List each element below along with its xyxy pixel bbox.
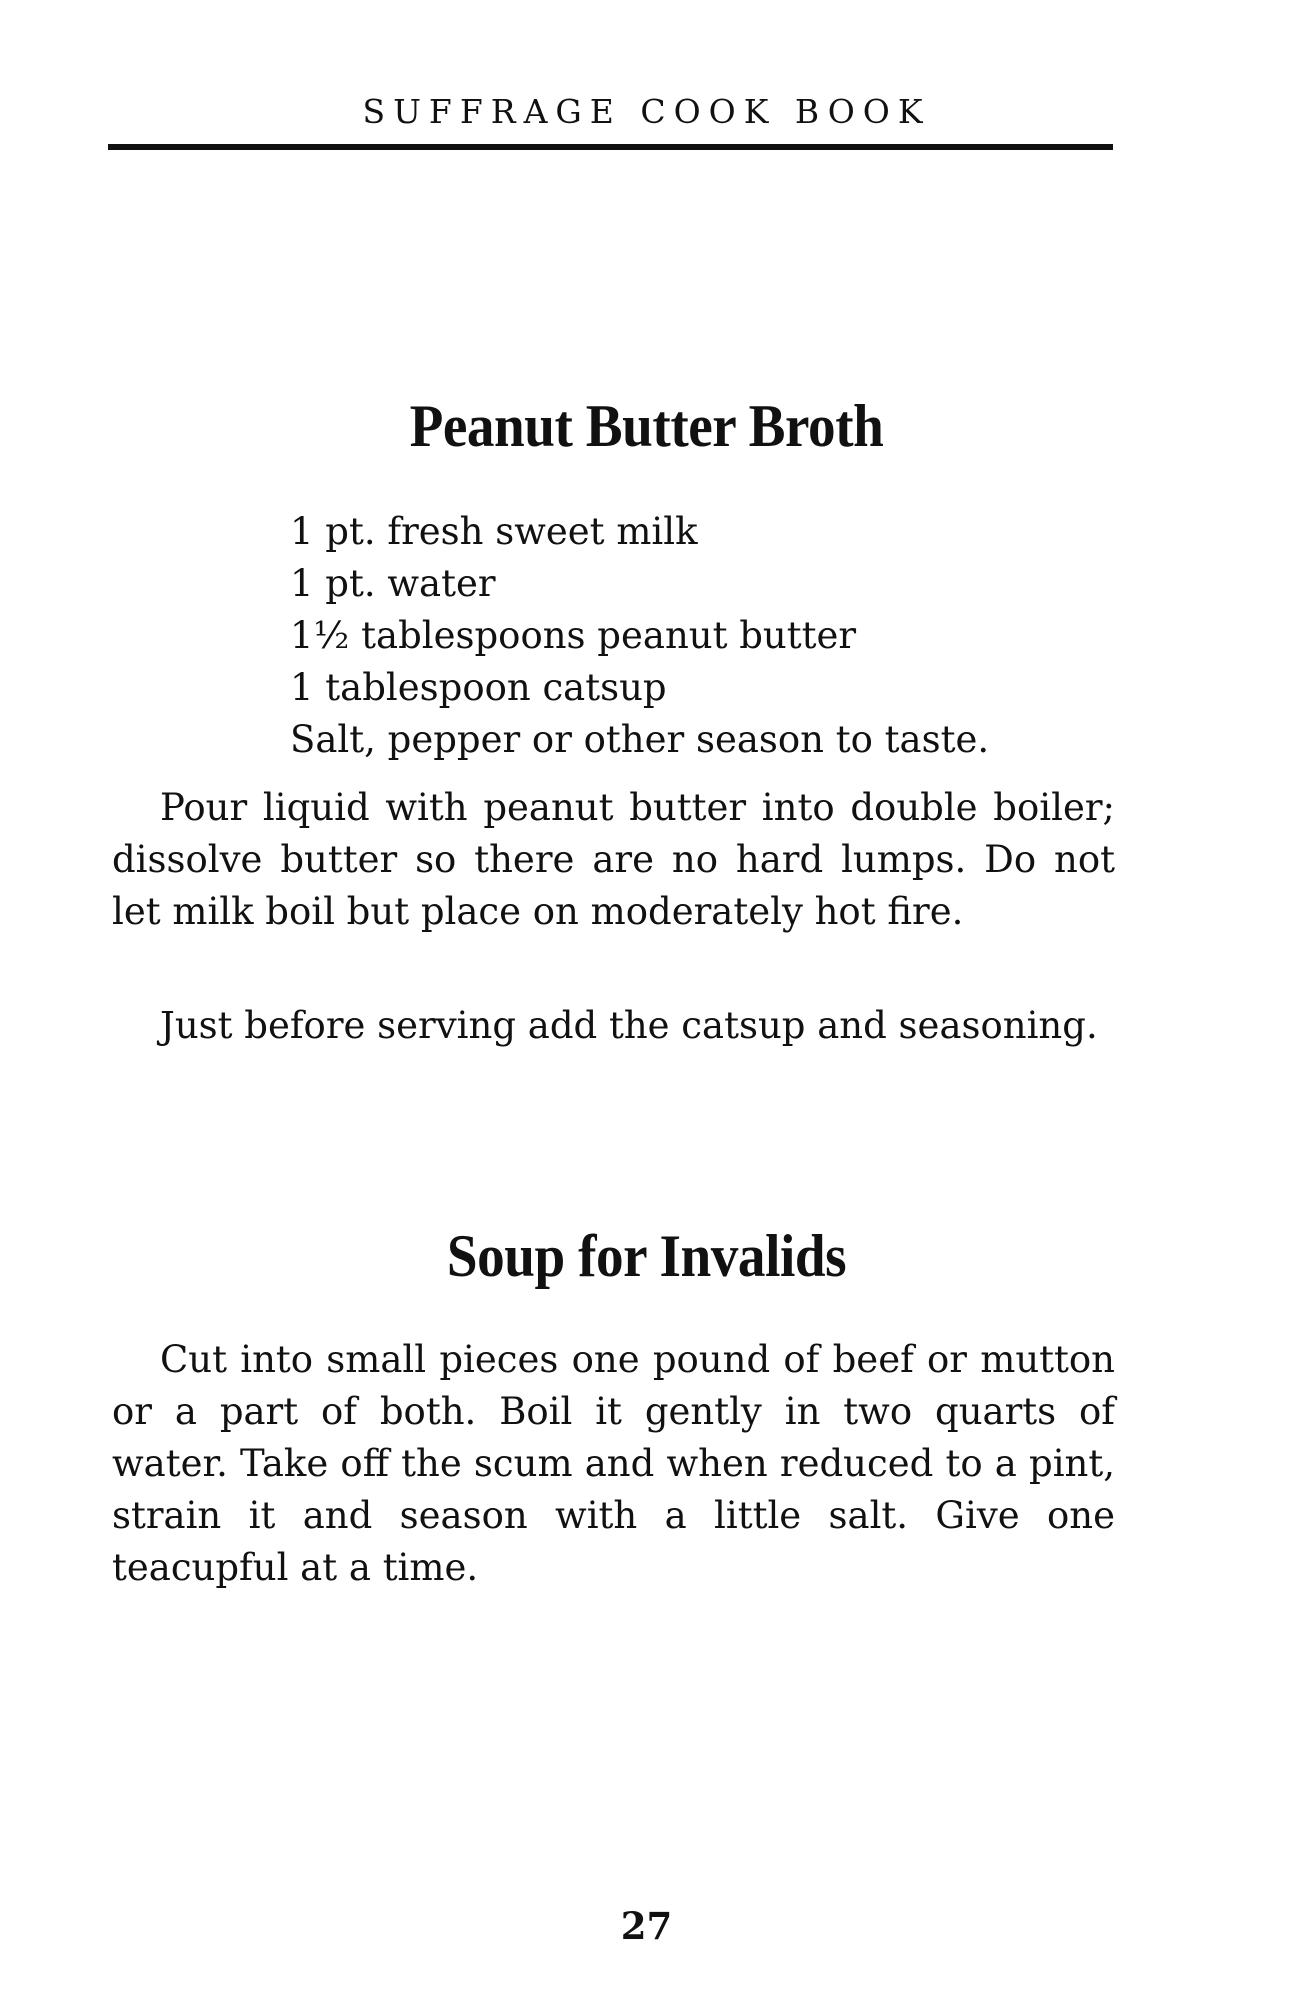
recipe-title-soup-for-invalids: Soup for Invalids: [446, 1223, 847, 1289]
page-number: 27: [620, 1904, 673, 1948]
instruction-paragraph: Just before serving add the catsup and seasoning.: [160, 1004, 1098, 1047]
recipe-title-peanut-butter-broth: Peanut Butter Broth: [409, 393, 884, 459]
ingredient-item: 1 pt. fresh sweet milk: [290, 510, 698, 553]
instruction-paragraph: Cut into small pieces one pound of beef or mutton or a part of both. Boil it gently in two quarts of water. Take off the scum and when reduced to a pint, strain it and season with a little salt. Give one teacupful at a time.: [112, 1338, 1115, 1589]
ingredient-item: 1 pt. water: [290, 562, 496, 605]
instruction-paragraph: Pour liquid with peanut butter into double boiler; dissolve butter so there are no hard lumps. Do not let milk boil but place on moderately hot fire.: [112, 786, 1115, 933]
running-head: SUFFRAGE COOK BOOK: [362, 92, 931, 131]
ingredient-item: 1½ tablespoons peanut butter: [290, 614, 857, 657]
header-rule: [108, 144, 1113, 150]
ingredient-list: [290, 506, 989, 766]
ingredient-item: 1 tablespoon catsup: [290, 666, 667, 709]
ingredient-item: Salt, pepper or other season to taste.: [290, 718, 990, 761]
